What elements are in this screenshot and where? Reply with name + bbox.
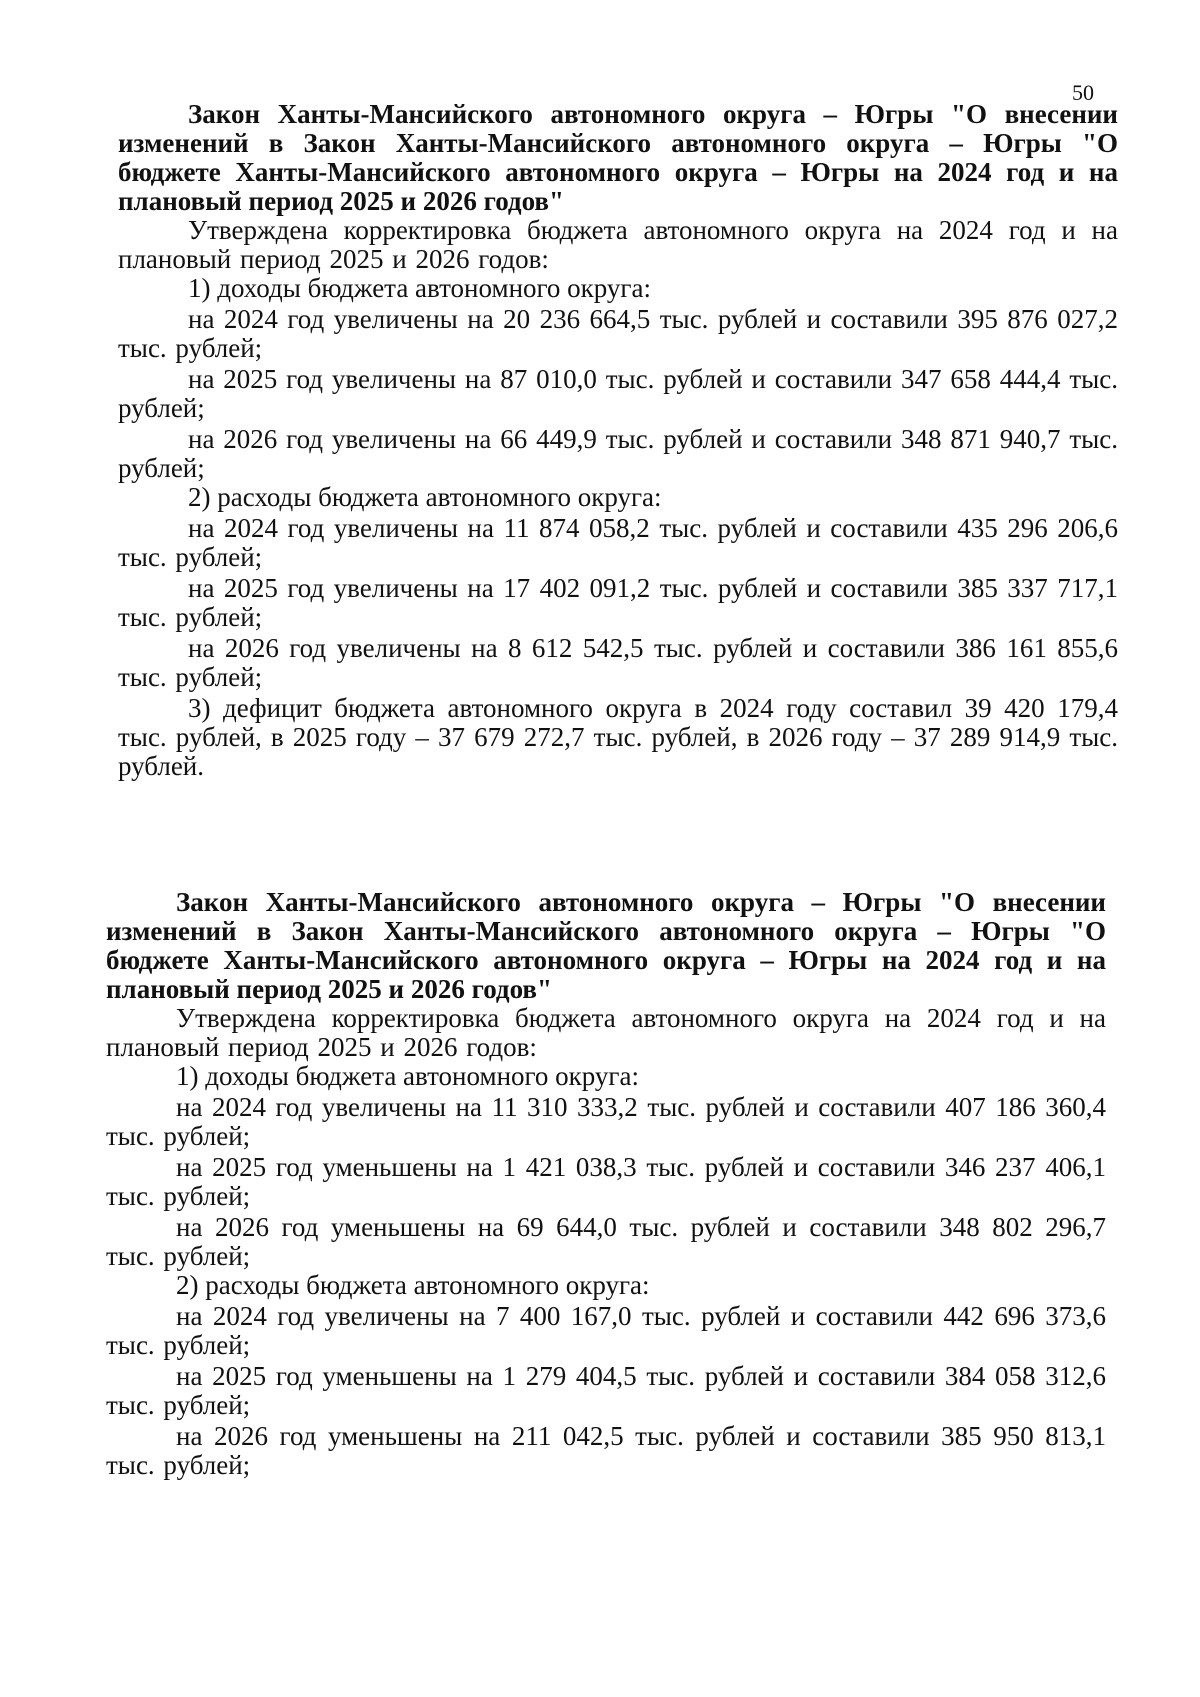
income-item: на 2025 год увеличены на 87 010,0 тыс. рублей и составили 347 658 444,4 тыс. рублей; [118, 364, 1118, 423]
expense-item: на 2025 год увеличены на 17 402 091,2 тыс. рублей и составили 385 337 717,1 тыс. рублей; [118, 573, 1118, 632]
expense-item: на 2024 год увеличены на 7 400 167,0 тыс. рублей и составили 442 696 373,6 тыс. рублей; [106, 1301, 1106, 1360]
income-title: 1) доходы бюджета автономного округа: [188, 273, 651, 303]
income-title: 1) доходы бюджета автономного округа: [176, 1061, 639, 1091]
expense-item: на 2024 год увеличены на 11 874 058,2 тыс. рублей и составили 435 296 206,6 тыс. рублей; [118, 513, 1118, 572]
expense-item: на 2025 год уменьшены на 1 279 404,5 тыс. рублей и составили 384 058 312,6 тыс. рублей; [106, 1361, 1106, 1420]
income-item: на 2024 год увеличены на 20 236 664,5 тыс. рублей и составили 395 876 027,2 тыс. рублей; [118, 304, 1118, 363]
expense-title: 2) расходы бюджета автономного округа: [188, 482, 662, 512]
income-item: на 2025 год уменьшены на 1 421 038,3 тыс. рублей и составили 346 237 406,1 тыс. рублей; [106, 1152, 1106, 1211]
section-heading: Закон Ханты-Мансийского автономного округа – Югры "О внесении изменений в Закон Ханты-Мансийского автономного округа – Югры "О бюджете Ханты-Мансийского автономного округа – Югры на 2024 год и на плановый период 2025 и 2026 годов" [118, 99, 1118, 216]
income-item: на 2026 год уменьшены на 69 644,0 тыс. рублей и составили 348 802 296,7 тыс. рублей; [106, 1212, 1106, 1271]
expense-item: на 2026 год увеличены на 8 612 542,5 тыс. рублей и составили 386 161 855,6 тыс. рублей; [118, 633, 1118, 692]
income-item: на 2026 год увеличены на 66 449,9 тыс. рублей и составили 348 871 940,7 тыс. рублей; [118, 424, 1118, 483]
expense-title: 2) расходы бюджета автономного округа: [176, 1270, 650, 1300]
section-heading: Закон Ханты-Мансийского автономного округа – Югры "О внесении изменений в Закон Ханты-Мансийского автономного округа – Югры "О бюджете Ханты-Мансийского автономного округа – Югры на 2024 год и на плановый период 2025 и 2026 годов" [106, 887, 1106, 1004]
expense-item: на 2026 год уменьшены на 211 042,5 тыс. рублей и составили 385 950 813,1 тыс. рублей; [106, 1421, 1106, 1480]
intro-paragraph: Утверждена корректировка бюджета автономного округа на 2024 год и на плановый период 2025 и 2026 годов: [106, 1003, 1106, 1062]
law-section-2 [106, 888, 1106, 1480]
deficit-paragraph: 3) дефицит бюджета автономного округа в 2024 году составил 39 420 179,4 тыс. рублей, в 2025 году – 37 679 272,7 тыс. рублей, в 2026 году – 37 289 914,9 тыс. рублей. [118, 693, 1118, 781]
income-item: на 2024 год увеличены на 11 310 333,2 тыс. рублей и составили 407 186 360,4 тыс. рублей; [106, 1092, 1106, 1151]
intro-paragraph: Утверждена корректировка бюджета автономного округа на 2024 год и на плановый период 2025 и 2026 годов: [118, 215, 1118, 274]
page-number: 50 [1072, 80, 1094, 105]
law-section-1 [118, 100, 1118, 781]
